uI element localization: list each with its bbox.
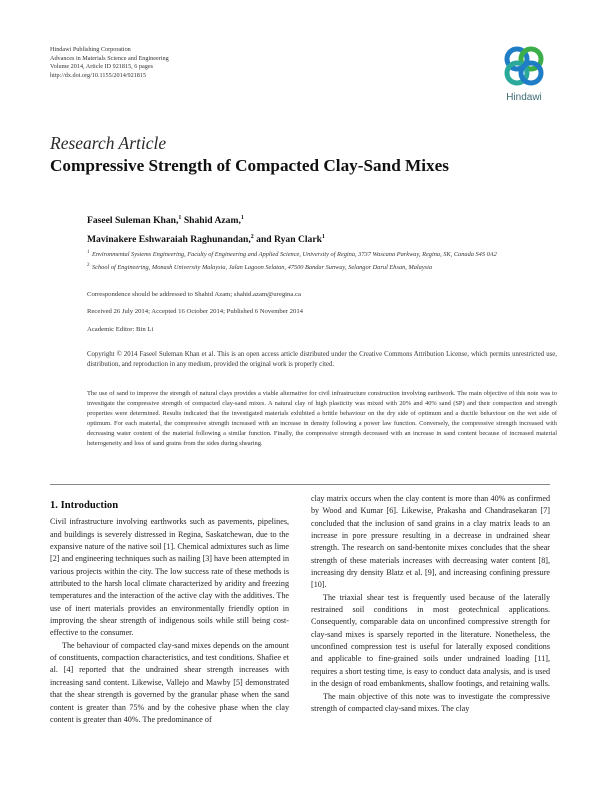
author-list: [87, 210, 325, 248]
abstract-text: The use of sand to improve the strength of natural clays provides a viable alternative for civil infrastructure construction involving earthwork. The main objective of this note was to investigate the compressive strength of compacted clay-sand mixes. A natural clay of high plasticity was mixed with 20% and 40% sand (SP) and their compaction and strength properties were determined. Results indicated that the investigated materials exhibited a brittle behaviour on the dry side of optimum and a ductile behaviour on the wet side of optimum. For each material, the compressive strength increased with an increase in density following a power law function. Conversely, the compressive strength increased with decreasing water content of the material following a similar function. Finally, the compressive strength decreased with an increase in sand content because of increased material heterogeneity and loss of sand grains from the sides during shearing.: [87, 390, 557, 447]
hindawi-logo: [494, 44, 554, 108]
body-column-left: [50, 500, 289, 726]
article-type: Research Article: [50, 133, 167, 153]
body-paragraph: clay matrix occurs when the clay content is more than 40% as confirmed by Wood and Kumar [6]. Likewise, Prakasha and Chandrasekaran [7] concluded that the inclusion of sand grains in a clay matrix leads to an increase in pore pressure resulting in a decrease in undrained shear strength. The research on sand-bentonite mixes concludes that the shear strength of these materials increases with decreasing water content [8], increasing dry density Blatz et al. [9], and increasing confining pressure [10].: [311, 494, 550, 590]
affiliation-text: School of Engineering, Monash University Malaysia, Jalan Lagoon Selatan, 47500 Bandar Sunway, Selangor Darul Ehsan, Malaysia: [92, 264, 433, 272]
affiliations: [87, 251, 557, 273]
author-name: and Ryan Clark: [253, 234, 322, 246]
affiliation-text: Environmental Systems Engineering, Faculty of Engineering and Applied Science, University of Regina, 3737 Wascana Parkway, Regina, SK, Canada S4S 0A2: [92, 251, 497, 258]
affiliation-sup: 2: [87, 263, 90, 269]
paper-title: Compressive Strength of Compacted Clay-Sand Mixes: [50, 156, 449, 175]
author-line-2: [87, 229, 325, 248]
author-name: Shahid Azam,: [181, 215, 241, 227]
section-heading-introduction: 1. Introduction: [50, 500, 119, 511]
hindawi-logo-text: Hindawi: [506, 92, 542, 103]
publication-dates: Received 26 July 2014; Accepted 16 October 2014; Published 6 November 2014: [87, 308, 304, 315]
author-affil-sup: 1: [178, 215, 182, 221]
author-line-1: [87, 210, 325, 229]
volume-info: Volume 2014, Article ID 921815, 6 pages: [50, 63, 153, 71]
correspondence-note: Correspondence should be addressed to Shahid Azam; shahid.azam@uregina.ca: [87, 291, 301, 298]
academic-editor: Academic Editor: Bin Li: [87, 326, 154, 333]
body-paragraph: The behaviour of compacted clay-sand mixes depends on the amount of constituents, compaction characteristics, and test conditions. Shafiee et al. [4] reported that the undrained shear strength increases with increasing sand content. Likewise, Vallejo and Mawby [5] demonstrated that the shear strength is governed by the granular phase when the sand content is greater than 75% and by the cohesive phase when the clay content is greater than 40%. The predominance of: [50, 640, 289, 724]
publisher-name: Hindawi Publishing Corporation: [50, 46, 131, 53]
journal-name: Advances in Materials Science and Engineering: [50, 54, 169, 62]
doi-link[interactable]: http://dx.doi.org/10.1155/2014/921815: [50, 71, 147, 79]
body-column-right: [311, 493, 550, 715]
author-name: Faseel Suleman Khan,: [87, 215, 179, 227]
body-paragraph: Civil infrastructure involving earthworks such as pavements, pipelines, and buildings is severely distressed in Regina, Saskatchewan, due to the expansive nature of the native soil [1]. Chemical admixtures such as lime [2] and engineering techniques such as nailing [3] have been attempted in various projects within the city. The low success rate of these methods is attributed to the harsh local climate characterized by aridity and freezing temperatures and the interaction of the active clay with the additives. The use of inert materials provides an environmentally friendly option in improving the shear strength of indigenous soils while still being cost-effective to the consumer.: [50, 517, 289, 638]
author-name: Mavinakere Eshwaraiah Raghunandan,: [87, 234, 251, 246]
publication-info: [50, 46, 169, 80]
author-affil-sup: 1: [321, 234, 325, 241]
affiliation-sup: 1: [87, 250, 90, 255]
copyright-notice: Copyright © 2014 Faseel Suleman Khan et al. This is an open access article distributed under the Creative Commons Attribution License, which permits unrestricted use, distribution, and reproduction in any medium, provided the original work is properly cited.: [87, 351, 557, 368]
section-divider: [50, 484, 550, 485]
hindawi-logo-icon: [494, 44, 554, 92]
body-paragraph: The triaxial shear test is frequently used because of the laterally restrained soil conditions in most geotechnical applications. Consequently, comparable data on unconfined compressive strength for clay-sand mixes is sparsely reported in the literature. Nonetheless, the unconfined compression test is useful for laterally exposed conditions and applicable to fine-grained soils under undrained loading [11], requires a short testing time, is easy to conduct data analysis, and is used in the design of road embankments, shallow footings, and retaining walls.: [311, 592, 550, 689]
author-affil-sup: 2: [250, 234, 254, 241]
affiliation-item: [87, 264, 557, 272]
body-paragraph: The main objective of this note was to investigate the compressive strength of compacted clay-sand mixes. The clay: [311, 691, 550, 713]
author-affil-sup: 1: [240, 215, 244, 221]
affiliation-item: [87, 251, 557, 259]
